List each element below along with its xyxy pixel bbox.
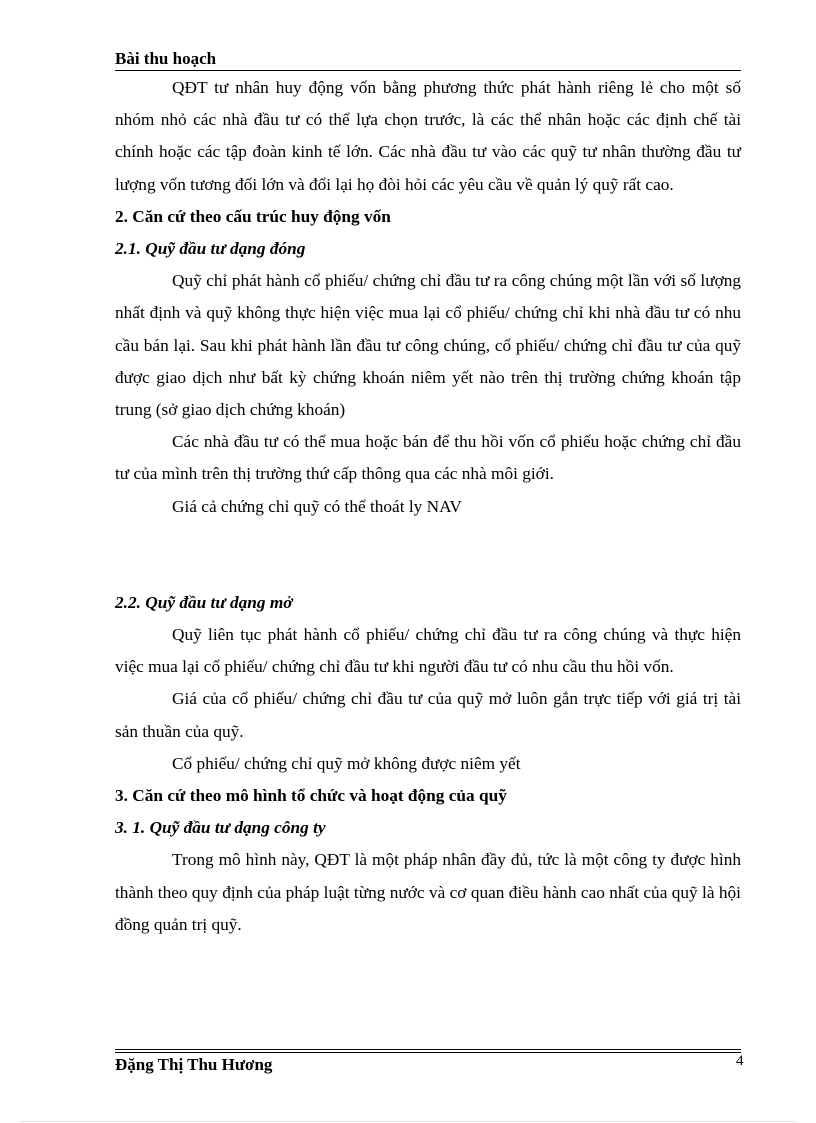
paragraph: Giá cả chứng chỉ quỹ có thể thoát ly NAV (172, 496, 462, 516)
header-divider (115, 70, 741, 71)
section-heading: 2. Căn cứ theo cấu trúc huy động vốn (115, 206, 391, 226)
footer-author: Đặng Thị Thu Hương (115, 1055, 273, 1074)
blank-space (115, 523, 741, 587)
paragraph: Quỹ liên tục phát hành cổ phiếu/ chứng chỉ đầu tư ra công chúng và thực hiện việc mua lại cổ phiếu/ chứng chỉ đầu tư khi người đầu tư có nhu cầu thu hồi vốn. (115, 625, 741, 677)
paragraph: Cổ phiếu/ chứng chỉ quỹ mở không được niêm yết (172, 753, 521, 773)
page-number: 4 (736, 1053, 744, 1069)
page-header-title: Bài thu hoạch (115, 49, 217, 68)
subsection-heading: 2.2. Quỹ đầu tư dạng mở (115, 592, 293, 612)
subsection-heading: 2.1. Quỹ đầu tư dạng đóng (115, 239, 306, 259)
subsection-heading: 3. 1. Quỹ đầu tư dạng công ty (115, 818, 326, 838)
document-body (115, 72, 741, 941)
section-heading: 3. Căn cứ theo mô hình tổ chức và hoạt động của quỹ (115, 786, 507, 806)
page-edge-divider (20, 1121, 796, 1122)
paragraph: Các nhà đầu tư có thể mua hoặc bán để thu hồi vốn cổ phiếu hoặc chứng chỉ đầu tư của mình trên thị trường thứ cấp thông qua các nhà môi giới. (115, 432, 741, 484)
footer-divider (115, 1049, 741, 1050)
paragraph: QĐT tư nhân huy động vốn bằng phương thức phát hành riêng lẻ cho một số nhóm nhỏ các nhà đầu tư có thể lựa chọn trước, là các thể nhân hoặc các định chế tài chính hoặc các tập đoàn kinh tế lớn. Các nhà đầu tư vào các quỹ tư nhân thường đầu tư lượng vốn tương đối lớn và đổi lại họ đòi hỏi các yêu cầu về quản lý quỹ rất cao. (115, 78, 741, 194)
paragraph: Giá của cổ phiếu/ chứng chỉ đầu tư của quỹ mở luôn gắn trực tiếp với giá trị tài sản thuần của quỹ. (115, 689, 741, 741)
paragraph: Trong mô hình này, QĐT là một pháp nhân đầy đủ, tức là một công ty được hình thành theo quy định của pháp luật từng nước và cơ quan điều hành cao nhất của quỹ là hội đồng quản trị quỹ. (115, 850, 741, 934)
paragraph: Quỹ chỉ phát hành cổ phiếu/ chứng chỉ đầu tư ra công chúng một lần với số lượng nhất định và quỹ không thực hiện việc mua lại cổ phiếu/ chứng chỉ khi nhà đầu tư có nhu cầu bán lại. Sau khi phát hành lần đầu tư công chúng, cổ phiếu/ chứng chỉ đầu tư của quỹ được giao dịch như bất kỳ chứng khoán niêm yết nào trên thị trường chứng khoán tập trung (sở giao dịch chứng khoán) (115, 271, 741, 420)
